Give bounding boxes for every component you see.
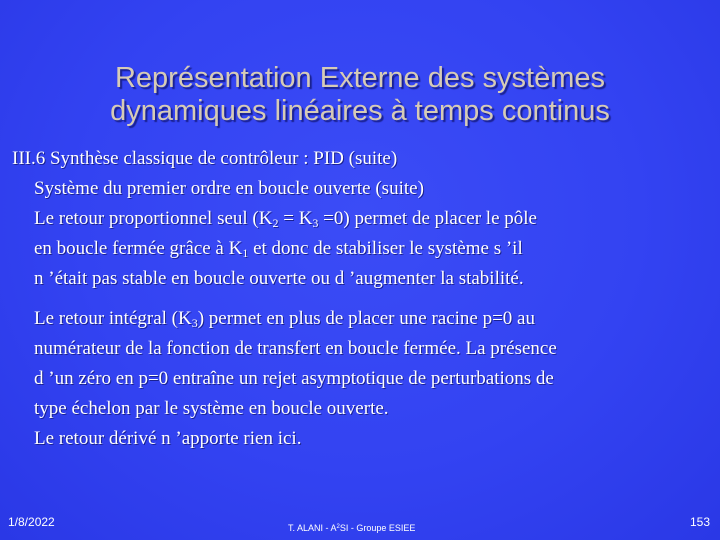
paragraph-integral-line-2: numérateur de la fonction de transfert en boucle fermée. La présence xyxy=(34,338,557,359)
paragraph-derivative: Le retour dérivé n ’apporte rien ici. xyxy=(34,428,302,449)
section-subheading: Système du premier ordre en boucle ouverte (suite) xyxy=(34,178,424,199)
paragraph-integral-line-4: type échelon par le système en boucle ouverte. xyxy=(34,398,389,419)
paragraph-integral-line-1: Le retour intégral $(K_3)$ permet en plus de placer une racine p=0 au xyxy=(34,308,535,330)
footer-author: T. ALANI - $A^2SI$ - Groupe ESIEE xyxy=(288,523,416,533)
section-heading: III.6 Synthèse classique de contrôleur : PID (suite) xyxy=(12,148,398,169)
page-number: 153 xyxy=(690,515,711,529)
slide-title xyxy=(20,62,700,128)
paragraph-proportional-line-3: n ’était pas stable en boucle ouverte ou d ’augmenter la stabilité. xyxy=(34,268,524,289)
paragraph-proportional-line-1: Le retour proportionnel seul $(K_2 = K_3 =0)$ permet de placer le pôle xyxy=(34,208,537,230)
title-line-2: dynamiques linéaires à temps continus xyxy=(110,95,610,127)
title-line-1: Représentation Externe des systèmes xyxy=(114,62,606,94)
footer-date: 1/8/2022 xyxy=(8,515,55,529)
paragraph-integral-line-3: d ’un zéro en p=0 entraîne un rejet asymptotique de perturbations de xyxy=(34,368,554,389)
paragraph-proportional-line-2: en boucle fermée grâce à $K_1$ et donc de stabiliser le système s ’il xyxy=(34,238,523,260)
